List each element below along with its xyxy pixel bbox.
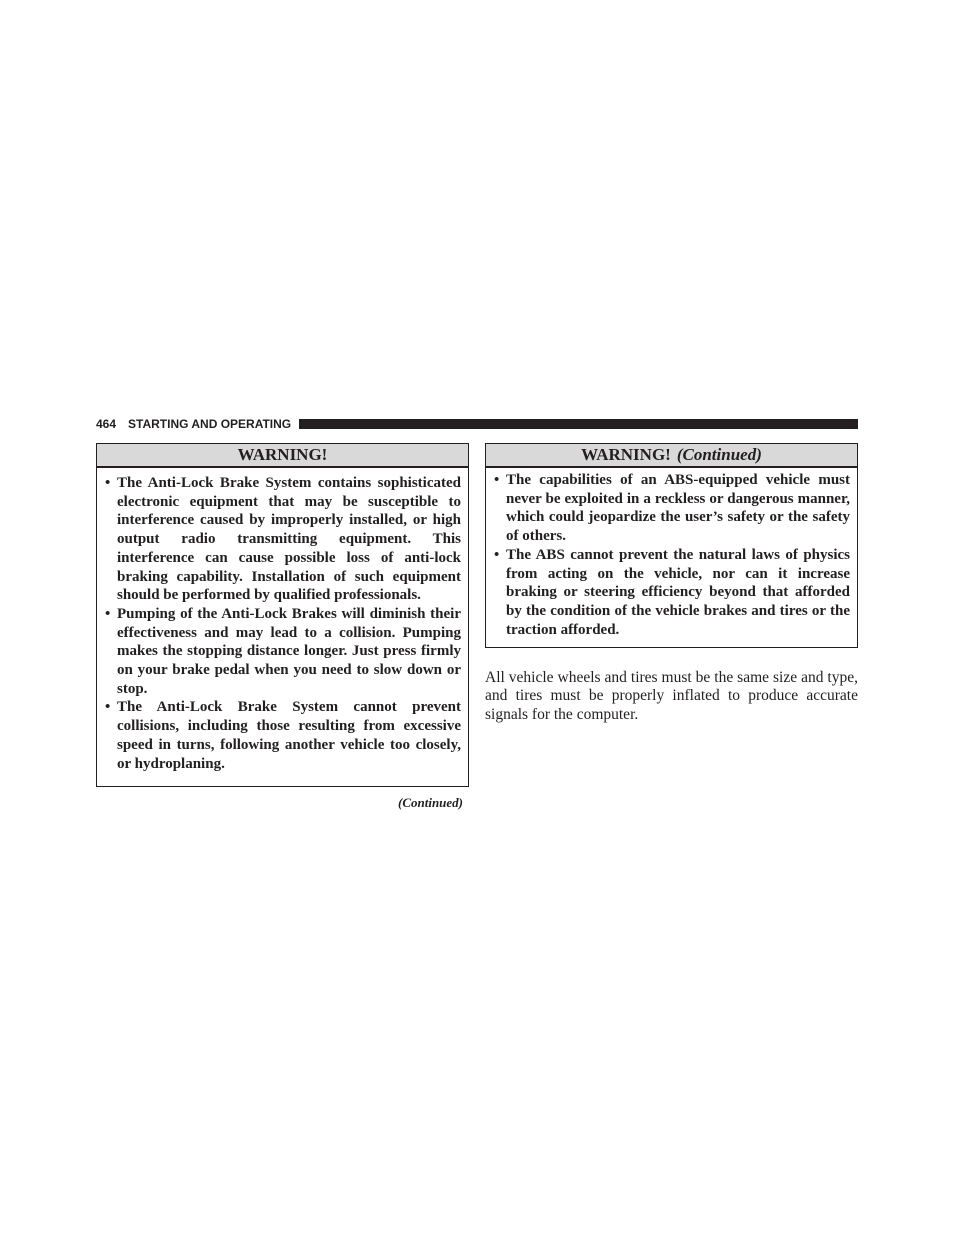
warning-item <box>97 605 461 699</box>
warning-title <box>486 444 857 468</box>
warning-box-right <box>485 443 858 648</box>
page-header <box>96 417 858 431</box>
warning-item-text: The Anti-Lock Brake System contains sophisticated electronic equipment that may be susceptible to interference caused by improperly installed, or high output radio transmitting equipment. This interference can cause possible loss of anti-lock braking capability. Installation of such equipment should be performed by qualified professionals. <box>117 475 461 604</box>
warning-item <box>97 698 461 773</box>
warning-title-suffix: (Continued) <box>676 445 762 464</box>
bullet-icon: • <box>105 475 111 491</box>
warning-item-text: Pumping of the Anti-Lock Brakes will diminish their effectiveness and may lead to a collision. Pumping makes the stopping distance longer. Just press firmly on your brake pedal when you need to slow down or stop. <box>117 605 461 697</box>
warning-title-text: WARNING! <box>237 445 328 464</box>
bullet-icon: • <box>494 472 500 488</box>
bullet-icon: • <box>105 699 111 716</box>
bullet-icon: • <box>105 605 111 622</box>
section-title: STARTING AND OPERATING <box>128 417 292 431</box>
bullet-icon: • <box>494 546 500 563</box>
warning-item <box>486 546 850 640</box>
body-paragraph: All vehicle wheels and tires must be the same size and type, and tires must be properly inflated to produce accurate signals for the computer. <box>485 668 858 723</box>
warning-title-text: WARNING! <box>581 445 671 464</box>
continued-note: (Continued) <box>397 795 463 810</box>
warning-item-text: The capabilities of an ABS-equipped vehicle must never be exploited in a reckless or dangerous manner, which could jeopardize the user’s safety or the safety of others. <box>506 472 850 545</box>
header-rule <box>299 419 858 429</box>
warning-item <box>97 474 461 605</box>
page-number: 464 <box>96 417 117 431</box>
warning-item-text: The Anti-Lock Brake System cannot prevent collisions, including those resulting from excessive speed in turns, following another vehicle too closely, or hydroplaning. <box>117 699 461 772</box>
warning-list <box>486 468 857 639</box>
warning-box-left <box>96 443 469 787</box>
warning-list <box>97 468 468 773</box>
warning-title <box>97 444 468 468</box>
warning-item-text: The ABS cannot prevent the natural laws of physics from acting on the vehicle, nor can it increase braking or steering efficiency beyond that afforded by the condition of the vehicle brakes and tires or the traction afforded. <box>506 546 850 638</box>
warning-item <box>486 471 850 546</box>
